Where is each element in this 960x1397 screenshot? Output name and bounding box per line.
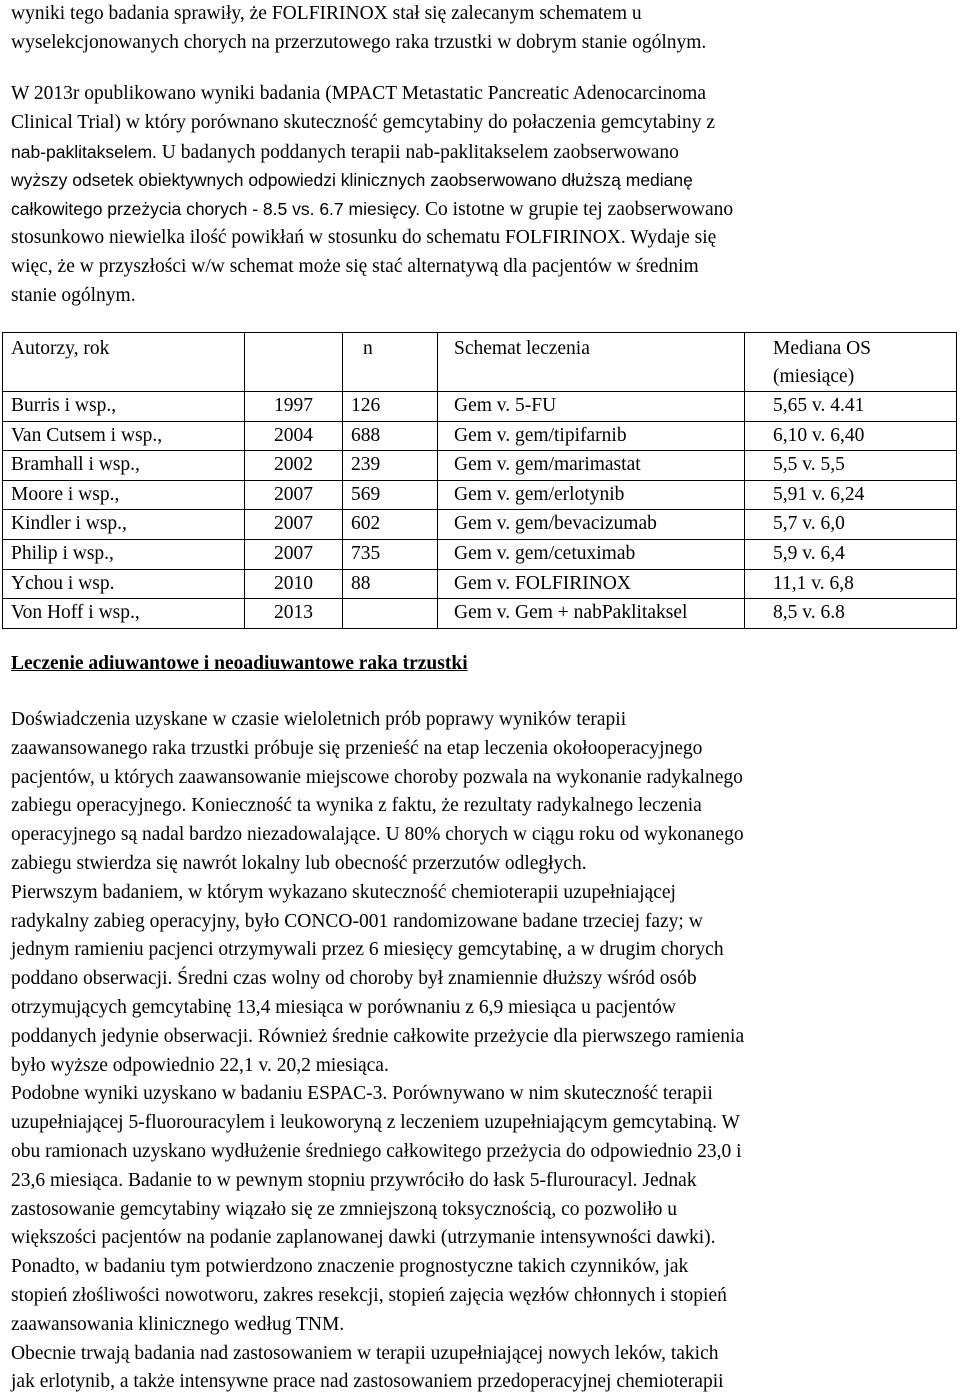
text-line: zaawansowanego raka trzustki próbuje się przenieść na etap leczenia okołooperacyjnego <box>11 737 703 759</box>
cell-median-os: 5,65 v. 4.41 <box>745 392 957 422</box>
text-span-sans: nab-paklitakselem. <box>11 141 157 162</box>
text-line: Ponadto, w badaniu tym potwierdzono znaczenie prognostyczne takich czynników, jak <box>11 1256 689 1278</box>
mpact-paragraph <box>11 80 946 310</box>
cell-regimen: Gem v. 5-FU <box>438 392 745 422</box>
cell-year: 2013 <box>245 599 343 629</box>
text-line: stopień złośliwości nowotworu, zakres resekcji, stopień zajęcia węzłów chłonnych i stopień <box>11 1284 727 1306</box>
cell-regimen: Gem v. FOLFIRINOX <box>438 569 745 599</box>
cell-regimen: Gem v. gem/marimastat <box>438 451 745 481</box>
text-line: obu ramionach uzyskano wydłużenie średniego całkowitego przeżycia do odpowiednio 23,0 i <box>11 1140 742 1162</box>
text-span-serif: U badanych poddanych terapii nab-paklitakselem zaobserwowano <box>156 141 679 163</box>
text-line: poddanych jedynie obserwacji. Również średnie całkowite przeżycie dla pierwszego ramienia <box>11 1025 745 1047</box>
cell-regimen: Gem v. Gem + nabPaklitaksel <box>438 599 745 629</box>
text-line <box>11 195 946 224</box>
cell-year: 2002 <box>245 451 343 481</box>
cell-year: 2007 <box>245 539 343 569</box>
header-regimen: Schemat leczenia <box>438 333 745 392</box>
text-line: zaawansowania klinicznego według TNM. <box>11 1313 345 1335</box>
text-line <box>11 166 946 195</box>
text-line: stanie ogólnym. <box>11 284 136 306</box>
text-line: jednym ramieniu pacjenci otrzymywali przez 6 miesięcy gemcytabinę, a w drugim chorych <box>11 939 724 961</box>
text-line: stosunkowo niewielka ilość powikłań w stosunku do schematu FOLFIRINOX. Wydaje się <box>11 226 717 248</box>
header-authors: Autorzy, rok <box>3 333 245 392</box>
table-row <box>3 392 957 422</box>
cell-regimen: Gem v. gem/erlotynib <box>438 480 745 510</box>
text-line: Doświadczenia uzyskane w czasie wieloletnich prób poprawy wyników terapii <box>11 709 627 730</box>
header-os-line2: (miesiące) <box>773 366 855 387</box>
cell-author: Moore i wsp., <box>3 480 245 510</box>
header-year <box>245 333 343 392</box>
cell-median-os: 5,5 v. 5,5 <box>745 451 957 481</box>
text-line: pacjentów, u których zaawansowanie miejscowe choroby pozwala na wykonanie radykalnego <box>11 766 743 788</box>
cell-median-os: 5,9 v. 6,4 <box>745 539 957 569</box>
text-line: było wyższe odpowiednio 22,1 v. 20,2 miesiąca. <box>11 1054 389 1076</box>
text-line: zastosowanie gemcytabiny wiązało się ze zmniejszoną toksycznością, co pozwoliło u <box>11 1198 678 1220</box>
text-span-sans: całkowitego przeżycia chorych - 8.5 vs. 6.7 miesięcy. <box>11 199 421 220</box>
text-line: Pierwszym badaniem, w którym wykazano skuteczność chemioterapii uzupełniającej <box>11 881 676 903</box>
cell-n: 735 <box>343 539 438 569</box>
header-n: n <box>343 333 438 392</box>
cell-regimen: Gem v. gem/bevacizumab <box>438 510 745 540</box>
table-row <box>3 451 957 481</box>
table-row <box>3 539 957 569</box>
cell-year: 2004 <box>245 421 343 451</box>
cell-median-os: 5,7 v. 6,0 <box>745 510 957 540</box>
section-title: Leczenie adiuwantowe i neoadiuwantowe raka trzustki <box>11 653 468 674</box>
text-line: Podobne wyniki uzyskano w badaniu ESPAC-3. Porównywano w nim skuteczność terapii <box>11 1083 713 1105</box>
cell-n: 88 <box>343 569 438 599</box>
text-line: radykalny zabieg operacyjny, było CONCO-001 randomizowane badane trzeciej fazy; w <box>11 910 703 932</box>
text-line: większości pacjentów na podanie zaplanowanej dawki (utrzymanie intensywności dawki). <box>11 1227 716 1249</box>
trials-table <box>2 332 957 629</box>
text-line: wyselekcjonowanych chorych na przerzutowego raka trzustki w dobrym stanie ogólnym. <box>11 31 707 53</box>
body-paragraphs <box>11 706 946 1397</box>
text-line: jak erlotynib, a także intensywne prace nad zastosowaniem przedoperacyjnej chemioterapii <box>11 1371 724 1393</box>
text-line: zabiegu operacyjnego. Konieczność ta wynika z faktu, że rezultaty radykalnego leczenia <box>11 795 702 817</box>
text-line <box>11 138 946 167</box>
text-line: uzupełniającej 5-fluorouracylem i leukoworyną z leczeniem uzupełniającym gemcytabiną. W <box>11 1112 740 1134</box>
header-median-os <box>745 333 957 392</box>
intro-paragraph <box>11 0 946 58</box>
text-line: Obecnie trwają badania nad zastosowaniem w terapii uzupełniającej nowych leków, takich <box>11 1342 719 1364</box>
text-line: operacyjnego są nadal bardzo niezadowalające. U 80% chorych w ciągu roku od wykonanego <box>11 824 744 846</box>
cell-author: Von Hoff i wsp., <box>3 599 245 629</box>
cell-author: Burris i wsp., <box>3 392 245 422</box>
text-line: zabiegu stwierdza się nawrót lokalny lub obecność przerzutów odległych. <box>11 852 587 874</box>
cell-year: 2007 <box>245 480 343 510</box>
table-row <box>3 510 957 540</box>
table-row <box>3 599 957 629</box>
cell-median-os: 11,1 v. 6,8 <box>745 569 957 599</box>
text-line: poddano obserwacji. Średni czas wolny od choroby był znamiennie dłuższy wśród osób <box>11 968 697 990</box>
text-span-serif: Co istotne w grupie tej zaobserwowano <box>420 199 734 221</box>
text-line: otrzymujących gemcytabinę 13,4 miesiąca w porównaniu z 6,9 miesiąca u pacjentów <box>11 996 676 1018</box>
cell-year: 1997 <box>245 392 343 422</box>
cell-regimen: Gem v. gem/tipifarnib <box>438 421 745 451</box>
cell-n: 239 <box>343 451 438 481</box>
cell-median-os: 8,5 v. 6.8 <box>745 599 957 629</box>
text-line: więc, że w przyszłości w/w schemat może się stać alternatywą dla pacjentów w średnim <box>11 255 699 277</box>
text-line: 23,6 miesiąca. Badanie to w pewnym stopniu przywróciło do łask 5-flurouracyl. Jednak <box>11 1169 697 1191</box>
cell-n: 126 <box>343 392 438 422</box>
cell-author: Kindler i wsp., <box>3 510 245 540</box>
cell-author: Bramhall i wsp., <box>3 451 245 481</box>
text-line: Clinical Trial) w który porównano skuteczność gemcytabiny do połaczenia gemcytabiny z <box>11 111 715 133</box>
table-row <box>3 569 957 599</box>
cell-year: 2010 <box>245 569 343 599</box>
table-row <box>3 480 957 510</box>
text-line: wyniki tego badania sprawiły, że FOLFIRINOX stał się zalecanym schematem u <box>11 3 642 24</box>
cell-author: Philip i wsp., <box>3 539 245 569</box>
cell-median-os: 6,10 v. 6,40 <box>745 421 957 451</box>
cell-n <box>343 599 438 629</box>
cell-n: 688 <box>343 421 438 451</box>
cell-n: 569 <box>343 480 438 510</box>
cell-median-os: 5,91 v. 6,24 <box>745 480 957 510</box>
cell-author: Ychou i wsp. <box>3 569 245 599</box>
header-os-line1: Mediana OS <box>773 338 872 359</box>
text-line: W 2013r opublikowano wyniki badania (MPACT Metastatic Pancreatic Adenocarcinoma <box>11 83 706 104</box>
cell-n: 602 <box>343 510 438 540</box>
cell-year: 2007 <box>245 510 343 540</box>
cell-author: Van Cutsem i wsp., <box>3 421 245 451</box>
table-row <box>3 421 957 451</box>
table-header-row <box>3 333 957 392</box>
text-span-sans: wyższy odsetek obiektywnych odpowiedzi klinicznych zaobserwowano dłuższą medianę <box>11 170 693 191</box>
cell-regimen: Gem v. gem/cetuximab <box>438 539 745 569</box>
